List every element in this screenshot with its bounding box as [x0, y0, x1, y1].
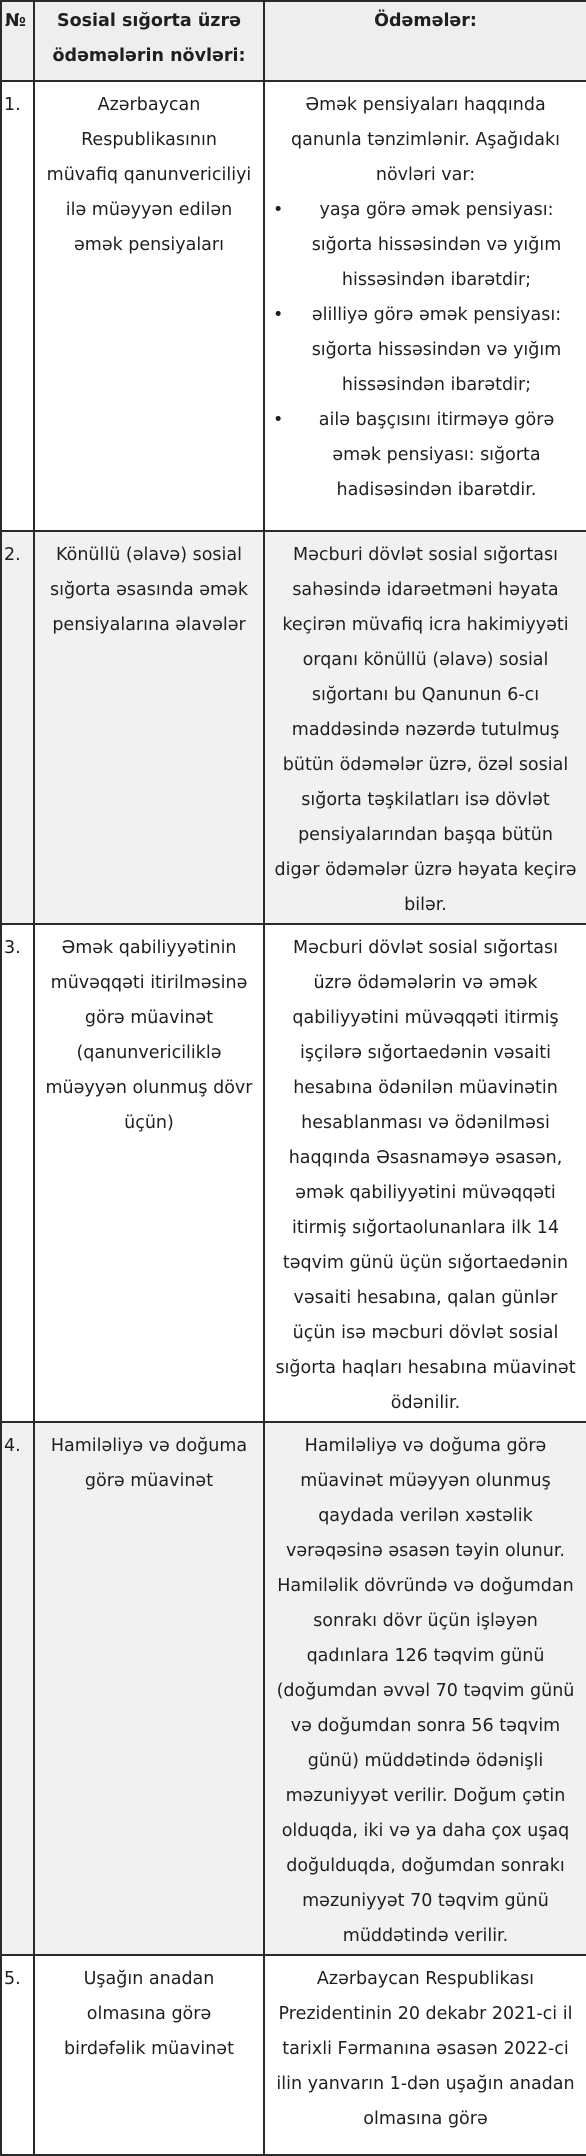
list-item [273, 193, 578, 298]
list-item [273, 403, 578, 508]
row-payment-type: Əmək qabiliyyətinin müvəqqəti itirilməsinə görə müavinət (qanunvericiliklə müəyyən olunmuş dövr üçün) [34, 924, 264, 1422]
row-number: 4. [1, 1422, 34, 1955]
list-item-text: yaşa görə əmək pensiyası: sığorta hissəsindən və yığım hissəsindən ibarətdir; [311, 200, 562, 290]
row-payment-type: Hamiləliyə və doğuma görə müavinət [34, 1422, 264, 1955]
row-number: 2. [1, 531, 34, 924]
header-payments: Ödəmələr: [264, 1, 586, 81]
list-item-text: ailə başçısını itirməyə görə əmək pensiyası: sığorta hadisəsindən ibarətdir. [318, 410, 555, 500]
list-item [273, 298, 578, 403]
row-payment-type: Könüllü (əlavə) sosial sığorta əsasında əmək pensiyalarına əlavələr [34, 531, 264, 924]
row-payment-type: Azərbaycan Respublikasının müvafiq qanunvericiliyi ilə müəyyən edilən əmək pensiyaları [34, 81, 264, 531]
row-number: 3. [1, 924, 34, 1422]
header-number: № [1, 1, 34, 81]
row-number: 1. [1, 81, 34, 531]
list-item-text: əlilliyə görə əmək pensiyası: sığorta hissəsindən və yığım hissəsindən ibarətdir; [311, 305, 562, 395]
table-row [1, 81, 586, 531]
bullet-icon: • [273, 305, 284, 325]
table-row [1, 924, 586, 1422]
row-payment-description: Məcburi dövlət sosial sığortası sahəsində idarəetməni həyata keçirən müvafiq icra hakimiyyəti orqanı könüllü (əlavə) sosial sığortanı bu Qanunun 6-cı maddəsində nəzərdə tutulmuş bütün ödəmələr üzrə, özəl sosial sığorta təşkilatları isə dövlət pensiyalarından başqa bütün digər ödəmələr üzrə həyata keçirə bilər. [264, 531, 586, 924]
row-payment-type: Uşağın anadan olmasına görə birdəfəlik müavinət [34, 1955, 264, 2155]
table-header-row [1, 1, 586, 81]
row-payment-description: Azərbaycan Respublikası Prezidentinin 20 dekabr 2021-ci il tarixli Fərmanına əsasən 2022-ci ilin yanvarın 1-dən uşağın anadan olmasına görə [264, 1955, 586, 2155]
pension-types-list [273, 193, 578, 508]
bullet-icon: • [273, 200, 284, 220]
row-payment-description: Hamiləliyə və doğuma görə müavinət müəyyən olunmuş qaydada verilən xəstəlik vərəqəsinə əsasən təyin olunur. Hamiləlik dövründə və doğumdan sonrakı dövr üçün işləyən qadınlara 126 təqvim günü (doğumdan əvvəl 70 təqvim günü və doğumdan sonra 56 təqvim günü) müddətində ödənişli məzuniyyət verilir. Doğum çətin olduqda, iki və ya daha çox uşaq doğulduqda, doğumdan sonrakı məzuniyyət 70 təqvim günü müddətində verilir. [264, 1422, 586, 1955]
row-number: 5. [1, 1955, 34, 2155]
row-payment-description [264, 81, 586, 531]
table-row [1, 531, 586, 924]
payment-intro: Əmək pensiyaları haqqında qanunla tənzimlənir. Aşağıdakı növləri var: [291, 95, 560, 185]
table-row [1, 1955, 586, 2155]
bullet-icon: • [273, 410, 284, 430]
header-payment-types: Sosial sığorta üzrə ödəmələrin növləri: [34, 1, 264, 81]
row-payment-description: Məcburi dövlət sosial sığortası üzrə ödəmələrin və əmək qabiliyyətini müvəqqəti itirmiş işçilərə sığortaedənin vəsaiti hesabına ödənilən müavinətin hesablanması və ödənilməsi haqqında Əsasnaməyə əsasən, əmək qabiliyyətini müvəqqəti itirmiş sığortaolunanlara ilk 14 təqvim günü üçün sığortaedənin vəsaiti hesabına, qalan günlər üçün isə məcburi dövlət sosial sığorta haqları hesabına müavinət ödənilir. [264, 924, 586, 1422]
table-row [1, 1422, 586, 1955]
